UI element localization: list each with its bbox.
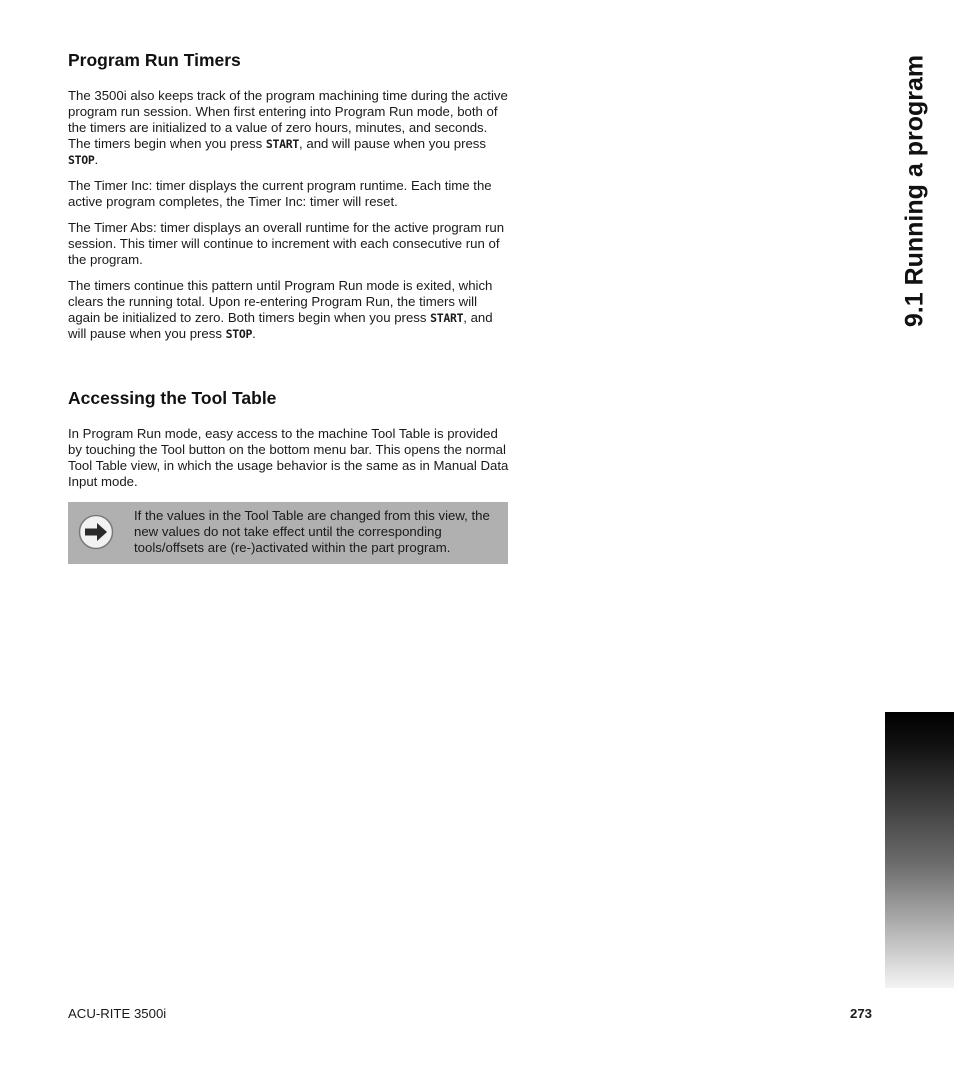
start-key-label: START bbox=[430, 311, 464, 325]
note-text: If the values in the Tool Table are changed from this view, the new values do not take effect until the corresponding tools/offsets are (re-)activated within the part program. bbox=[134, 508, 490, 555]
paragraph-tool-table-access: In Program Run mode, easy access to the machine Tool Table is provided by touching the Tool button on the bottom menu bar. This opens the normal Tool Table view, in which the usage behavior is the same as in Manual Data Input mode. bbox=[68, 426, 509, 489]
start-key-label: START bbox=[265, 137, 300, 151]
section-title-program-run-timers: Program Run Timers bbox=[68, 50, 241, 70]
page-content bbox=[68, 50, 510, 564]
note-box bbox=[68, 502, 508, 564]
footer-page-number: 273 bbox=[849, 1006, 872, 1021]
paragraph-timer-abs: The Timer Abs: timer displays an overall runtime for the active program run session. This timer will continue to increment with each consecutive run of the program. bbox=[68, 220, 505, 267]
chapter-tab-gradient bbox=[885, 712, 954, 988]
stop-key-label: STOP bbox=[225, 327, 253, 341]
chapter-side-title-text: 9.1 Running a program bbox=[900, 54, 929, 328]
footer-product-name: ACU-RITE 3500i bbox=[68, 1006, 167, 1021]
paragraph-timer-inc: The Timer Inc: timer displays the current program runtime. Each time the active program completes, the Timer Inc: timer will reset. bbox=[68, 178, 492, 209]
stop-key-label: STOP bbox=[68, 153, 95, 167]
arrow-right-circle-icon bbox=[78, 514, 114, 550]
paragraph-timers-intro: The 3500i also keeps track of the program machining time during the active program run session. When first entering into Program Run mode, both of the timers are initialized to a value of zero hours, minutes, and seconds. The timers begin when you press START, and will pause when you press STOP. bbox=[68, 88, 508, 167]
paragraph-timers-pattern: The timers continue this pattern until Program Run mode is exited, which clears the running total. Upon re-entering Program Run, the timers will again be initialized to zero. Both timers begin when you press START, and will pause when you press STOP. bbox=[68, 278, 493, 341]
section-title-accessing-tool-table: Accessing the Tool Table bbox=[68, 388, 277, 408]
chapter-side-title bbox=[889, 50, 941, 332]
